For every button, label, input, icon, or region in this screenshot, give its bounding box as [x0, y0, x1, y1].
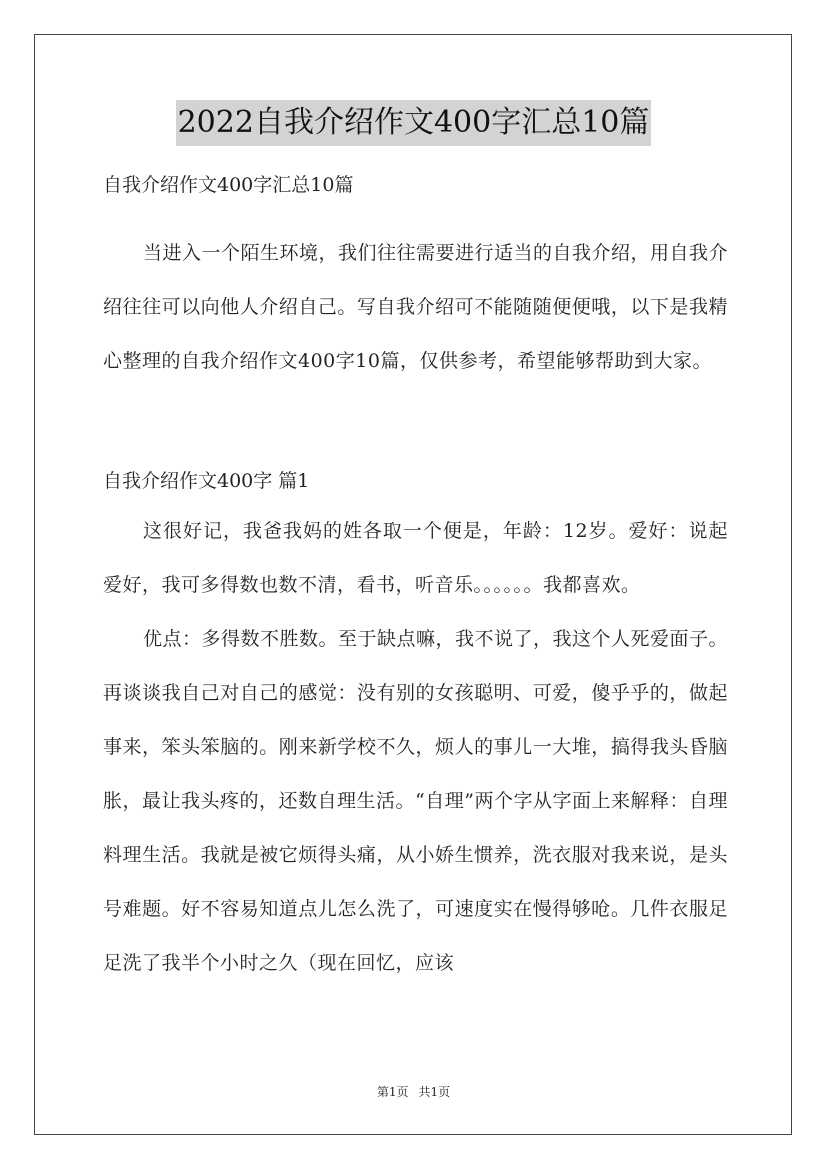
section-paragraph: 这很好记，我爸我妈的姓各取一个便是，年龄：12岁。爱好：说起爱好，我可多得数也数不清，看书，听音乐。。。。。。我都喜欢。 [103, 520, 728, 596]
section-heading: 自我介绍作文400字 篇1 [103, 470, 310, 492]
page-number: 第1页 [376, 1085, 409, 1099]
document-body [103, 170, 728, 990]
page-footer [0, 1084, 827, 1100]
document-title: 2022自我介绍作文400字汇总10篇 [176, 100, 652, 146]
section-paragraph: 优点：多得数不胜数。至于缺点嘛，我不说了，我这个人死爱面子。再谈谈我自己对自己的感觉：没有别的女孩聪明、可爱，傻乎乎的，做起事来，笨头笨脑的。刚来新学校不久，烦人的事儿一大堆，搞得我头昏脑胀，最让我头疼的，还数自理生活。“自理”两个字从字面上来解释：自理料理生活。我就是被它烦得头痛，从小娇生惯养，洗衣服对我来说，是头号难题。好不容易知道点儿怎么洗了，可速度实在慢得够呛。几件衣服足足洗了我半个小时之久（现在回忆，应该 [103, 628, 729, 974]
title-container [0, 100, 827, 146]
page-total: 共1页 [418, 1085, 451, 1099]
intro-paragraph: 当进入一个陌生环境，我们往往需要进行适当的自我介绍，用自我介绍往往可以向他人介绍自己。写自我介绍可不能随随便便哦，以下是我精心整理的自我介绍作文400字10篇，仅供参考，希望能够帮助到大家。 [103, 242, 729, 372]
document-subtitle: 自我介绍作文400字汇总10篇 [103, 174, 354, 196]
